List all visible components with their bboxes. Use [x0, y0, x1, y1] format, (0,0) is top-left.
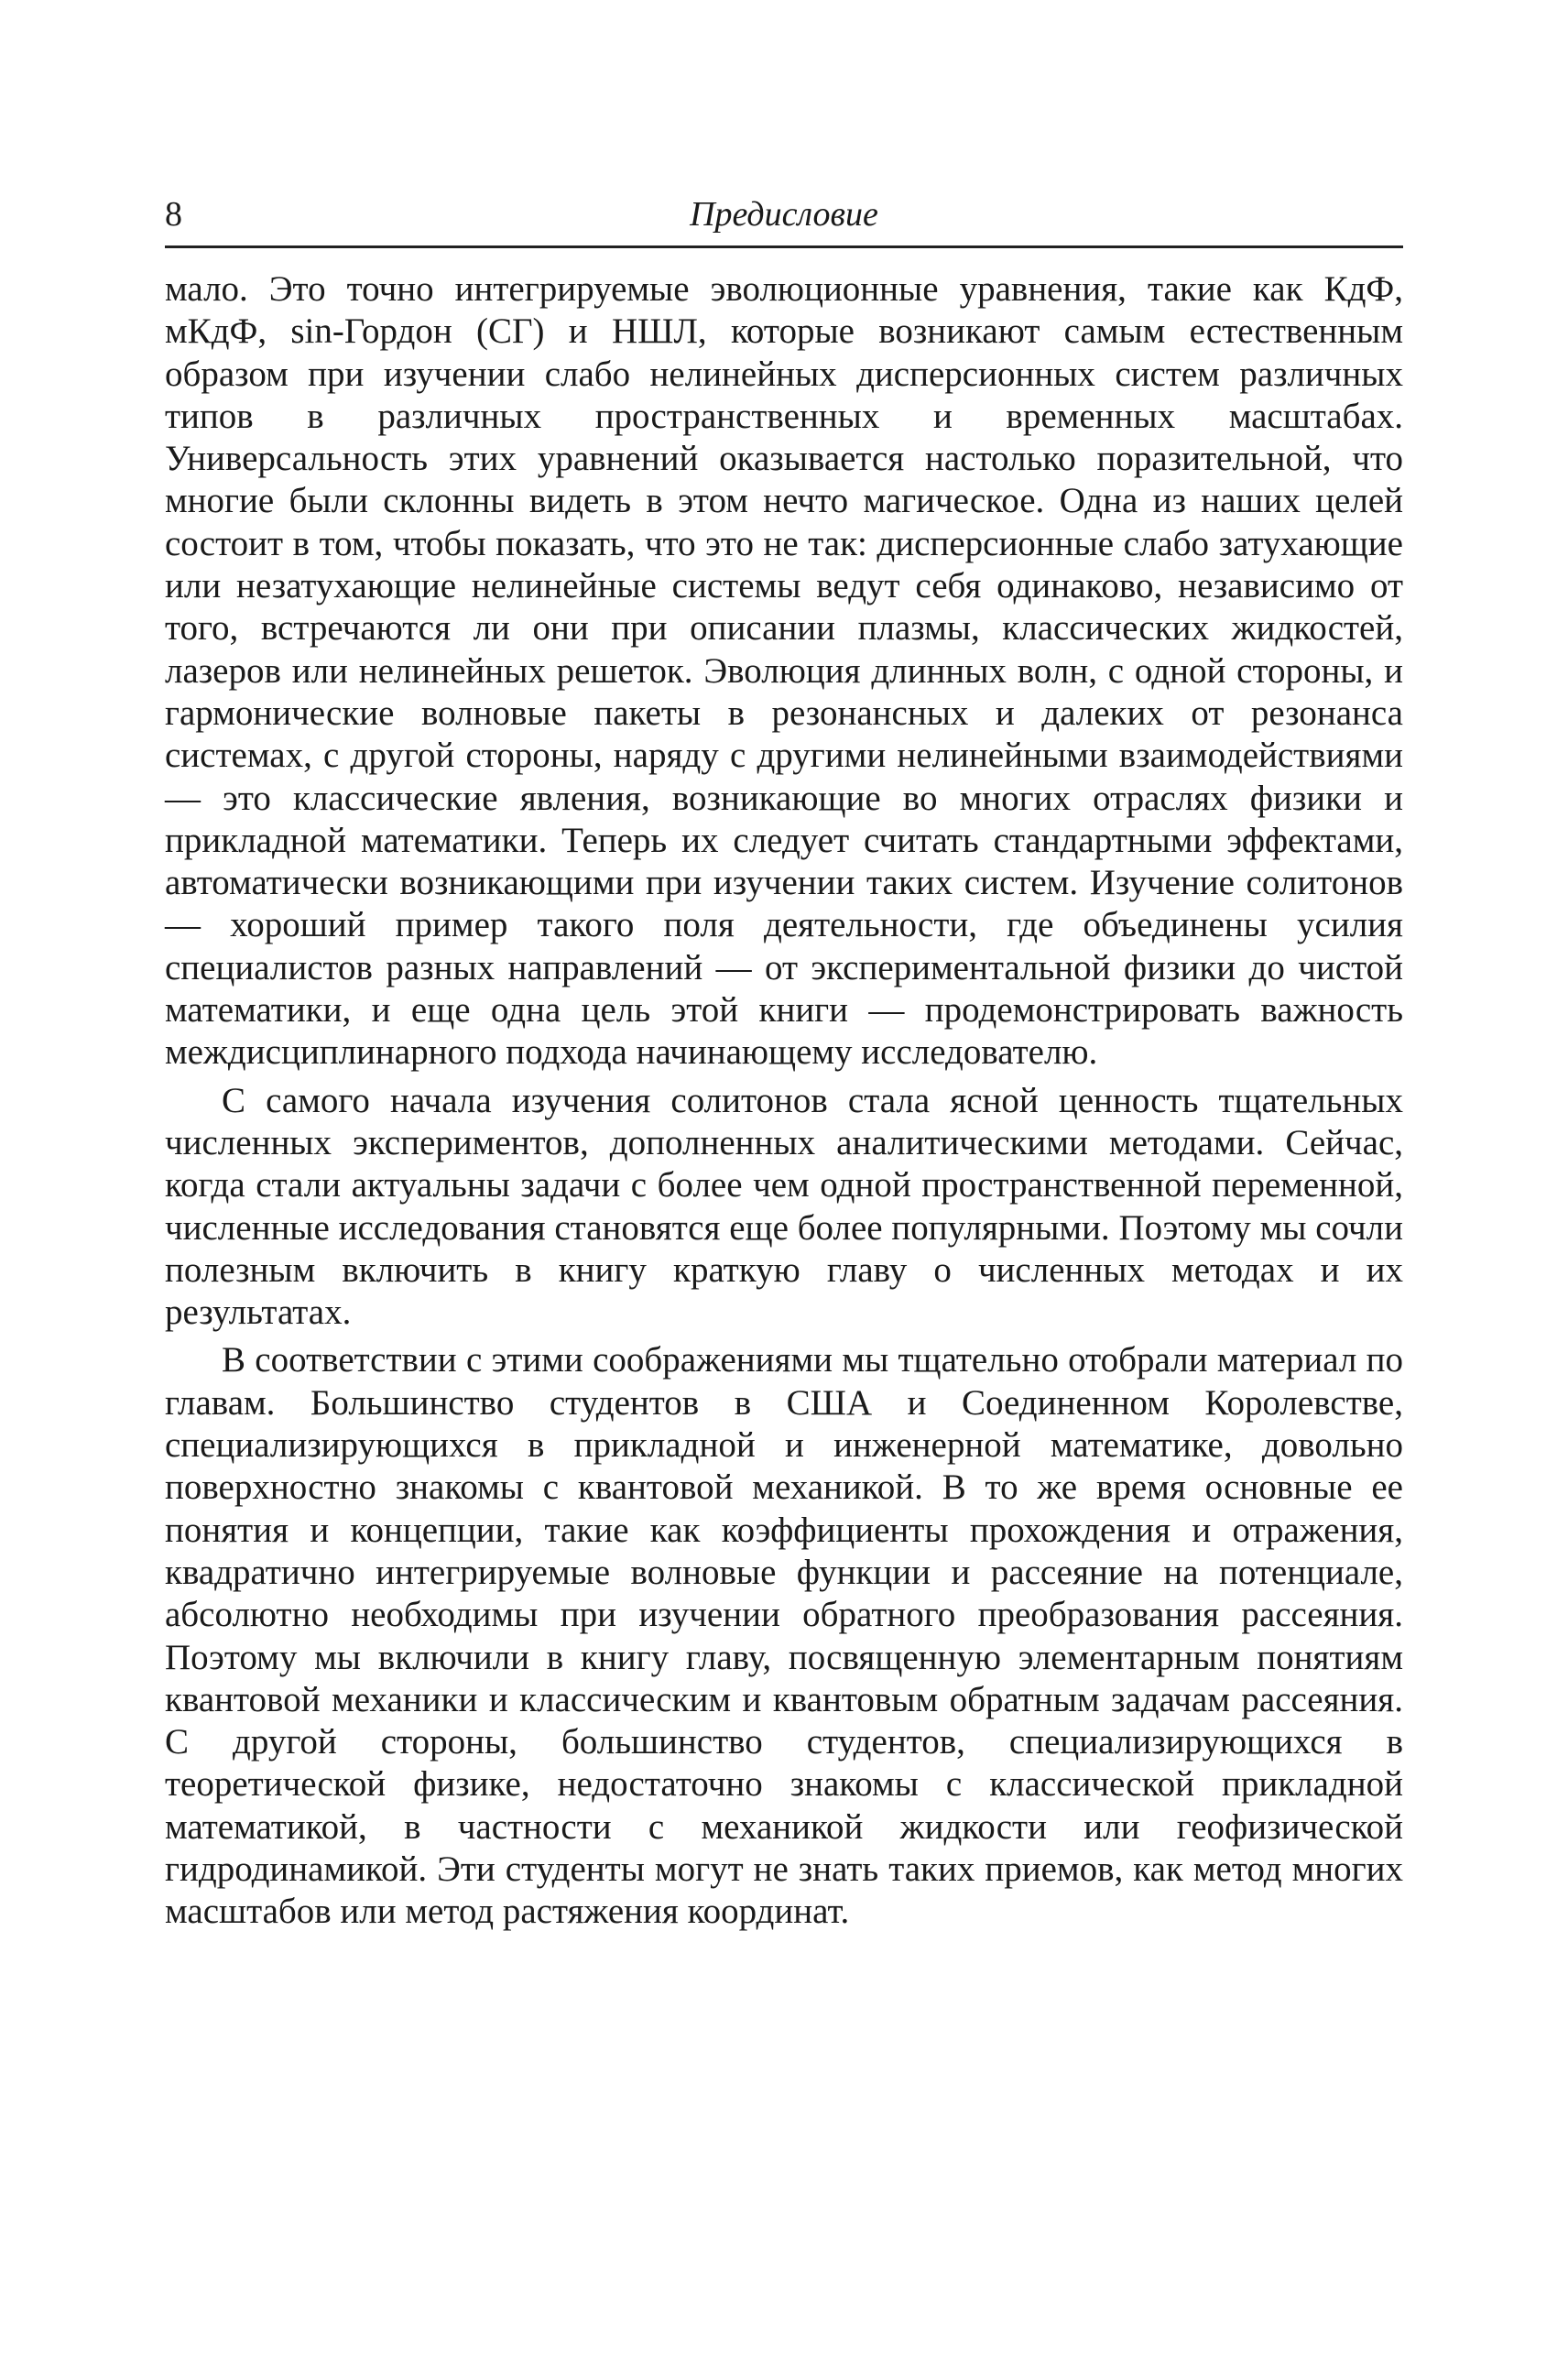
body-text	[165, 268, 1403, 1934]
running-title: Предисловие	[690, 195, 878, 234]
book-page	[165, 191, 1403, 1934]
running-head	[165, 191, 1403, 238]
page-number: 8	[165, 195, 182, 234]
paragraph-continued: мало. Это точно интегрируемые эволюционные уравнения, такие как КдФ, мКдФ, sin-Гордон (СГ) и НШЛ, которые возникают самым естественным образом при изучении слабо нелинейных дисперсионных систем различных типов в различных пространственных и временных масштабах. Универсальность этих уравнений оказывается настолько поразительной, что многие были склонны видеть в этом нечто магическое. Одна из наших целей состоит в том, чтобы показать, что это не так: дисперсионные слабо затухающие или незатухающие нелинейные системы ведут себя одинаково, независимо от того, встречаются ли они при описании плазмы, классических жидкостей, лазеров или нелинейных решеток. Эволюция длинных волн, с одной стороны, и гармонические волновые пакеты в резонансных и далеких от резонанса системах, с другой стороны, наряду с другими нелинейными взаимодействиями — это классические явления, возникающие во многих отраслях физики и прикладной математики. Теперь их следует считать стандартными эффектами, автоматически возникающими при изучении таких систем. Изучение солитонов — хороший пример такого поля деятельности, где объединены усилия специалистов разных направлений — от экспериментальной физики до чистой математики, и еще одна цель этой книги — продемонстрировать важность междисциплинарного подхода начинающему исследователю.	[165, 269, 1403, 1073]
paragraph-material-selection: В соответствии с этими соображениями мы тщательно отобрали материал по главам. Большинство студентов в США и Соединенном Королевстве, специализирующихся в прикладной и инженерной математике, довольно поверхностно знакомы с квантовой механикой. В то же время основные ее понятия и концепции, такие как коэффициенты прохождения и отражения, квадратично интегрируемые волновые функции и рассеяние на потенциале, абсолютно необходимы при изучении обратного преобразования рассеяния. Поэтому мы включили в книгу главу, посвященную элементарным понятиям квантовой механики и классическим и квантовым обратным задачам рассеяния. С другой стороны, большинство студентов, специализирующихся в теоретической физике, недостаточно знакомы с классической прикладной математикой, в частности с механикой жидкости или геофизической гидродинамикой. Эти студенты могут не знать таких приемов, как метод многих масштабов или метод растяжения координат.	[165, 1340, 1403, 1932]
header-rule	[165, 245, 1403, 248]
paragraph-numerical-experiments: С самого начала изучения солитонов стала ясной ценность тщательных численных экспериментов, дополненных аналитическими методами. Сейчас, когда стали актуальны задачи с более чем одной пространственной переменной, численные исследования становятся еще более популярными. Поэтому мы сочли полезным включить в книгу краткую главу о численных методах и их результатах.	[165, 1080, 1403, 1333]
